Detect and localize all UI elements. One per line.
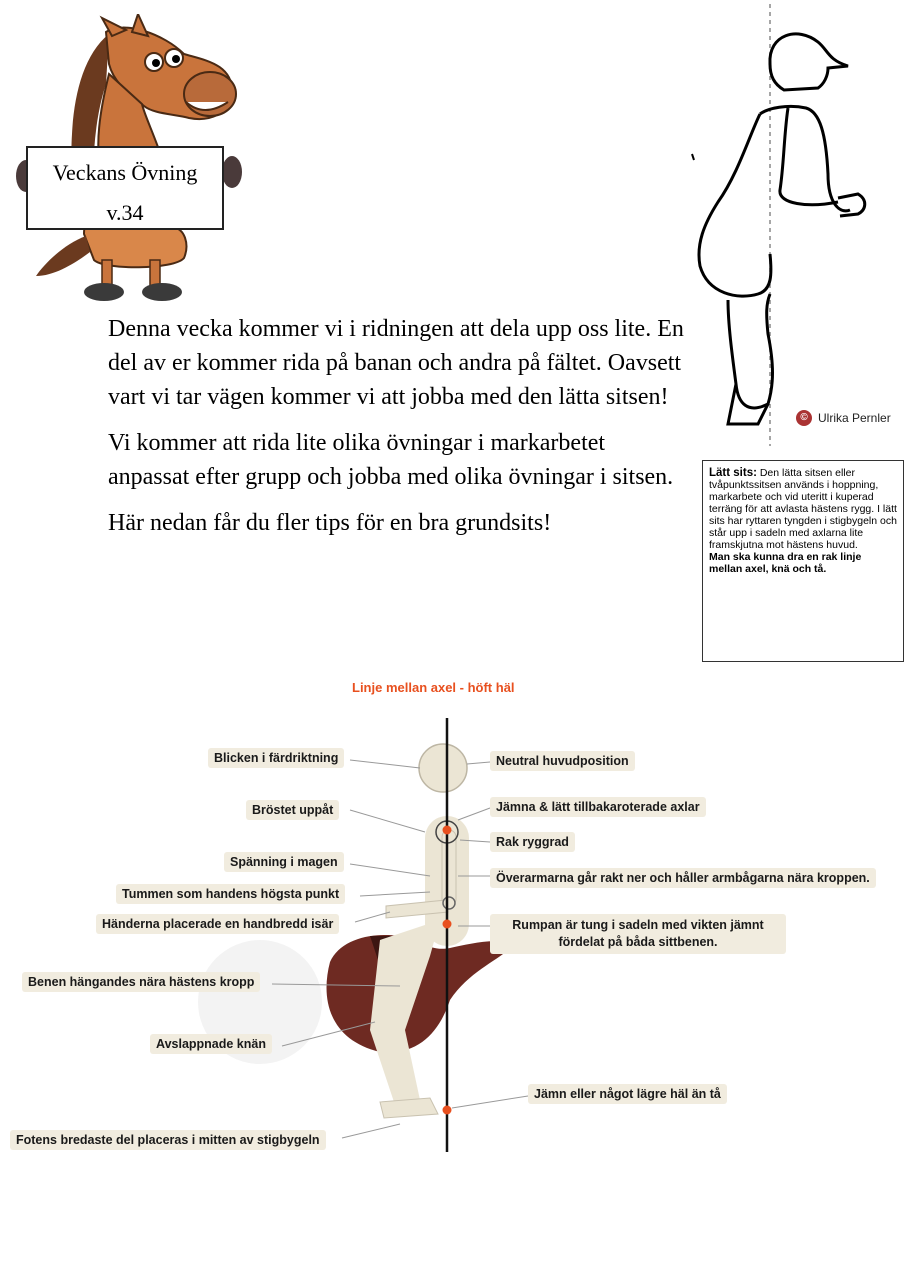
week-sign	[26, 146, 224, 230]
label-hands-apart: Händerna placerade en handbredd isär	[96, 914, 339, 934]
label-upper-arms: Överarmarna går rakt ner och håller armbågarna nära kroppen.	[490, 868, 876, 888]
posture-diagram	[0, 700, 905, 1170]
intro-text	[108, 312, 688, 552]
intro-paragraph-2: Vi kommer att rida lite olika övningar i markarbetet anpassat efter grupp och jobba med olika övningar i sitsen.	[108, 430, 674, 490]
copyright-icon: ©	[796, 410, 812, 426]
label-foot-stirrup: Fotens bredaste del placeras i mitten av stigbygeln	[10, 1130, 326, 1150]
info-box-text: Den lätta sitsen eller tvåpunktssitsen används i hoppning, markarbete och vid uteritt i kuperad terräng för att avlasta hästens rygg. I lätt sits har ryttaren tyngden i stigbygeln och står upp i sadeln med axlarna lite framskjutna mot hästens huvud.	[709, 467, 897, 551]
intro-paragraph-3: Här nedan får du fler tips för en bra grundsits!	[108, 510, 552, 536]
label-gaze-forward: Blicken i färdriktning	[208, 748, 344, 768]
info-box-title: Lätt sits:	[709, 467, 757, 479]
credit-name: Ulrika Pernler	[818, 411, 891, 425]
label-core-tension: Spänning i magen	[224, 852, 344, 872]
light-seat-rider-illustration	[688, 4, 898, 446]
label-seat-weight: Rumpan är tung i sadeln med vikten jämnt fördelat på båda sittbenen.	[490, 914, 786, 954]
diagram-title: Linje mellan axel - höft häl	[352, 680, 515, 695]
sign-week: v.34	[106, 200, 144, 225]
label-straight-spine: Rak ryggrad	[490, 832, 575, 852]
illustration-credit	[796, 410, 891, 426]
label-neutral-head: Neutral huvudposition	[490, 751, 635, 771]
label-legs-close: Benen hängandes nära hästens kropp	[22, 972, 260, 992]
intro-paragraph-1: Denna vecka kommer vi i ridningen att dela upp oss lite. En del av er kommer rida på banan och andra på fältet. Oavsett vart vi tar vägen kommer vi att jobba med den lätta sitsen!	[108, 316, 684, 410]
light-seat-info-box	[702, 460, 904, 662]
info-box-emphasis: Man ska kunna dra en rak linje mellan axel, knä och tå.	[709, 551, 862, 575]
label-heel-level: Jämn eller något lägre häl än tå	[528, 1084, 727, 1104]
label-chest-up: Bröstet uppåt	[246, 800, 339, 820]
label-relaxed-knees: Avslappnade knän	[150, 1034, 272, 1054]
label-shoulders: Jämna & lätt tillbakaroterade axlar	[490, 797, 706, 817]
sign-title: Veckans Övning	[52, 160, 198, 185]
label-thumb-highest: Tummen som handens högsta punkt	[116, 884, 345, 904]
